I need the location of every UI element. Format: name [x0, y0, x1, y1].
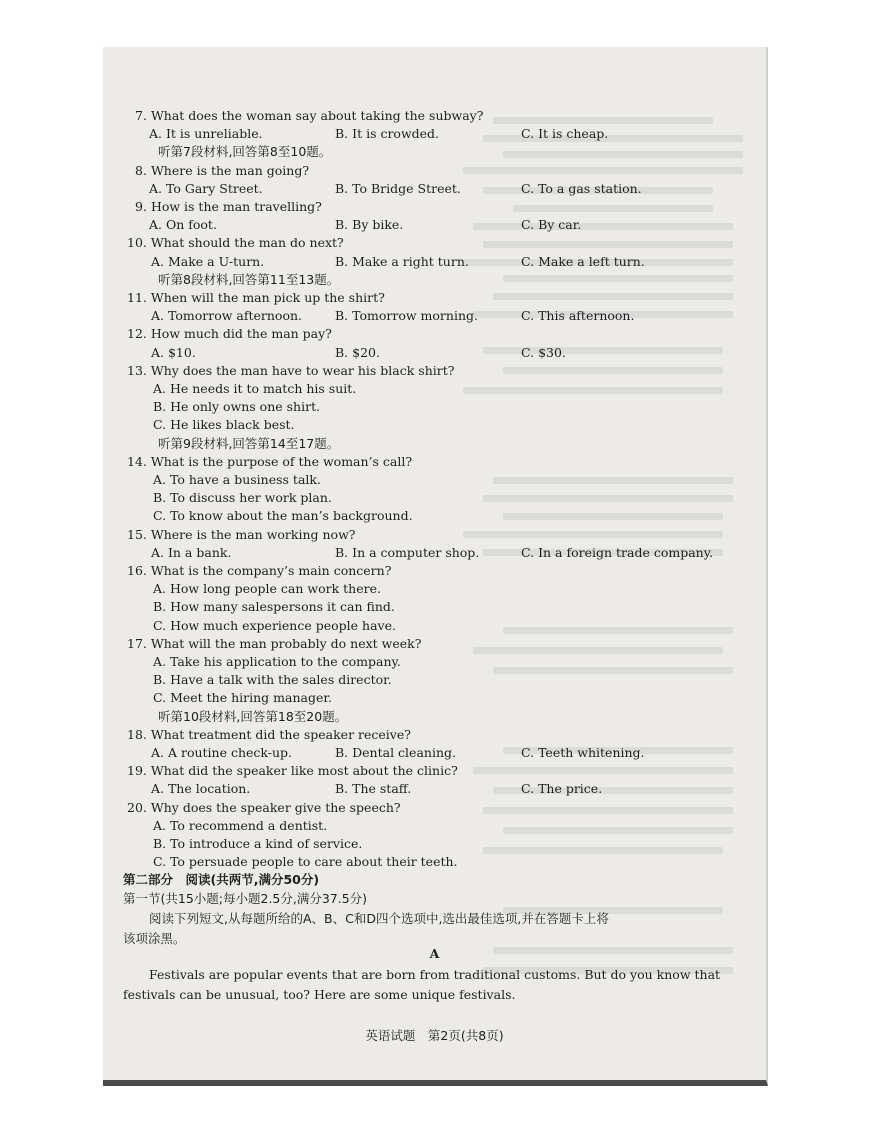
question-number: 12. — [127, 326, 147, 342]
option-a — [153, 380, 356, 398]
option-text: B. To introduce a kind of service. — [153, 836, 363, 851]
option-text: C. Meet the hiring manager. — [153, 690, 332, 706]
option-a — [153, 471, 321, 489]
option-a: A. Make a U-turn. — [151, 253, 265, 269]
question-number: 17. — [127, 635, 147, 651]
option-text: A. To have a business talk. — [153, 472, 321, 487]
option-text: B. To discuss her work plan. — [153, 490, 332, 506]
option-a — [153, 653, 401, 671]
exam-page — [103, 47, 768, 1086]
question-text: Why does the man have to wear his black shirt? — [150, 362, 455, 378]
question-text: When will the man pick up the shirt? — [150, 290, 385, 305]
section-instruction-text: 听第8段材料,回答第11至13题。 — [158, 271, 340, 287]
question-number: 8. — [135, 162, 147, 178]
question-text: How is the man travelling? — [150, 199, 322, 214]
question-text: How much did the man pay? — [150, 326, 332, 342]
part2-heading: 第二部分 阅读(共两节,满分50分) — [123, 872, 320, 887]
option-text: C. How much experience people have. — [153, 617, 396, 633]
option-a: A. To Gary Street. — [149, 180, 263, 196]
option-c — [153, 853, 458, 871]
option-text: A. He needs it to match his suit. — [153, 381, 357, 396]
instruction-line-2: 该项涂黑。 — [123, 931, 186, 946]
option-c: C. This afternoon. — [521, 308, 635, 324]
option-c: C. By car. — [521, 217, 582, 233]
question-text: What will the man probably do next week? — [150, 635, 422, 651]
option-a: A. The location. — [151, 781, 251, 797]
option-b: B. Make a right turn. — [335, 253, 469, 269]
options-row — [103, 544, 766, 562]
section-instruction — [158, 435, 339, 453]
question-text: What should the man do next? — [150, 235, 344, 251]
instruction-line-1: 阅读下列短文,从每题所给的A、B、C和D四个选项中,选出最佳选项,并在答题卡上将 — [149, 911, 609, 926]
option-text: B. He only owns one shirt. — [153, 399, 321, 415]
page-content — [103, 47, 766, 1080]
option-a: A. In a bank. — [151, 544, 232, 560]
section-instruction-text: 听第10段材料,回答第18至20题。 — [158, 708, 348, 724]
option-a: A. A routine check-up. — [151, 745, 293, 760]
question-stem — [127, 234, 344, 252]
section-instruction — [158, 143, 331, 161]
option-text: C. To know about the man’s background. — [153, 508, 413, 524]
option-b: B. It is crowded. — [335, 126, 440, 142]
question-text: Why does the speaker give the speech? — [150, 799, 401, 815]
question-text: What treatment did the speaker receive? — [150, 726, 411, 742]
option-c — [153, 617, 396, 635]
passage-line-2: festivals can be unusual, too? Here are some unique festivals. — [123, 987, 516, 1002]
option-text: B. How many salespersons it can find. — [153, 599, 395, 615]
option-b — [153, 835, 362, 853]
option-b: B. Dental cleaning. — [335, 745, 456, 760]
option-a — [153, 817, 327, 835]
question-stem — [135, 107, 483, 125]
passage-line-1: Festivals are popular events that are born from traditional customs. But do you know that — [149, 967, 721, 982]
option-b — [153, 598, 395, 616]
options-row — [103, 216, 766, 234]
option-a: A. $10. — [151, 344, 196, 360]
question-stem — [135, 198, 322, 216]
option-text: C. He likes black best. — [153, 417, 295, 433]
option-b — [153, 489, 332, 507]
question-text: Where is the man working now? — [150, 526, 356, 542]
question-stem — [127, 562, 391, 580]
option-b: B. In a computer shop. — [335, 544, 480, 560]
options-row — [103, 307, 766, 325]
question-number: 11. — [127, 290, 147, 305]
question-text: What does the woman say about taking the subway? — [150, 108, 484, 123]
option-b — [153, 398, 320, 416]
question-stem — [127, 635, 421, 653]
option-c: C. $30. — [521, 344, 566, 360]
option-b: B. Tomorrow morning. — [335, 308, 478, 324]
options-row — [103, 253, 766, 271]
question-text: What did the speaker like most about the clinic? — [150, 763, 458, 779]
options-row — [103, 780, 766, 798]
question-stem — [127, 453, 412, 471]
question-stem — [127, 726, 411, 744]
question-number: 13. — [127, 362, 147, 378]
question-stem — [135, 162, 309, 180]
section-instruction — [158, 708, 347, 726]
question-stem — [127, 289, 385, 307]
question-stem — [127, 799, 401, 817]
option-a: A. It is unreliable. — [149, 126, 263, 142]
question-number: 14. — [127, 453, 147, 469]
option-c: C. It is cheap. — [521, 126, 609, 142]
page-footer: 英语试题 第2页(共8页) — [365, 1028, 504, 1043]
option-c: C. In a foreign trade company. — [521, 544, 714, 560]
question-number: 18. — [127, 726, 147, 742]
options-row — [103, 125, 766, 143]
question-number: 20. — [127, 799, 147, 815]
question-number: 15. — [127, 526, 147, 542]
option-c: C. To a gas station. — [521, 180, 642, 196]
option-c — [153, 507, 413, 525]
option-text: B. Have a talk with the sales director. — [153, 672, 392, 688]
option-c — [153, 689, 332, 707]
option-text: C. To persuade people to care about their teeth. — [153, 854, 458, 870]
option-c: C. The price. — [521, 781, 603, 797]
passage-label: A — [429, 946, 440, 961]
question-number: 7. — [135, 108, 147, 123]
question-number: 9. — [135, 199, 147, 214]
question-text: What is the company’s main concern? — [150, 563, 392, 578]
option-text: A. Take his application to the company. — [153, 654, 401, 669]
option-b — [153, 671, 392, 689]
question-stem — [127, 762, 458, 780]
options-row — [103, 744, 766, 762]
option-b: B. By bike. — [335, 217, 404, 233]
option-c — [153, 416, 295, 434]
section-instruction — [158, 271, 339, 289]
option-a: A. On foot. — [149, 217, 217, 233]
question-text: What is the purpose of the woman’s call? — [150, 453, 413, 469]
option-c: C. Make a left turn. — [521, 253, 645, 269]
section-instruction-text: 听第7段材料,回答第8至10题。 — [158, 144, 332, 160]
section1-heading: 第一节(共15小题;每小题2.5分,满分37.5分) — [123, 891, 368, 906]
option-b: B. To Bridge Street. — [335, 180, 461, 196]
option-c: C. Teeth whitening. — [521, 745, 645, 760]
question-number: 16. — [127, 563, 147, 578]
question-number: 10. — [127, 235, 147, 251]
option-a: A. Tomorrow afternoon. — [151, 308, 302, 324]
option-a — [153, 580, 381, 598]
question-stem — [127, 325, 332, 343]
question-number: 19. — [127, 763, 147, 779]
question-stem — [127, 362, 454, 380]
options-row — [103, 180, 766, 198]
option-b: B. $20. — [335, 344, 380, 360]
option-text: A. To recommend a dentist. — [153, 817, 328, 833]
option-text: A. How long people can work there. — [153, 581, 381, 597]
question-text: Where is the man going? — [150, 162, 310, 178]
question-stem — [127, 526, 355, 544]
options-row — [103, 344, 766, 362]
section-instruction-text: 听第9段材料,回答第14至17题。 — [158, 435, 340, 451]
option-b: B. The staff. — [335, 781, 412, 797]
